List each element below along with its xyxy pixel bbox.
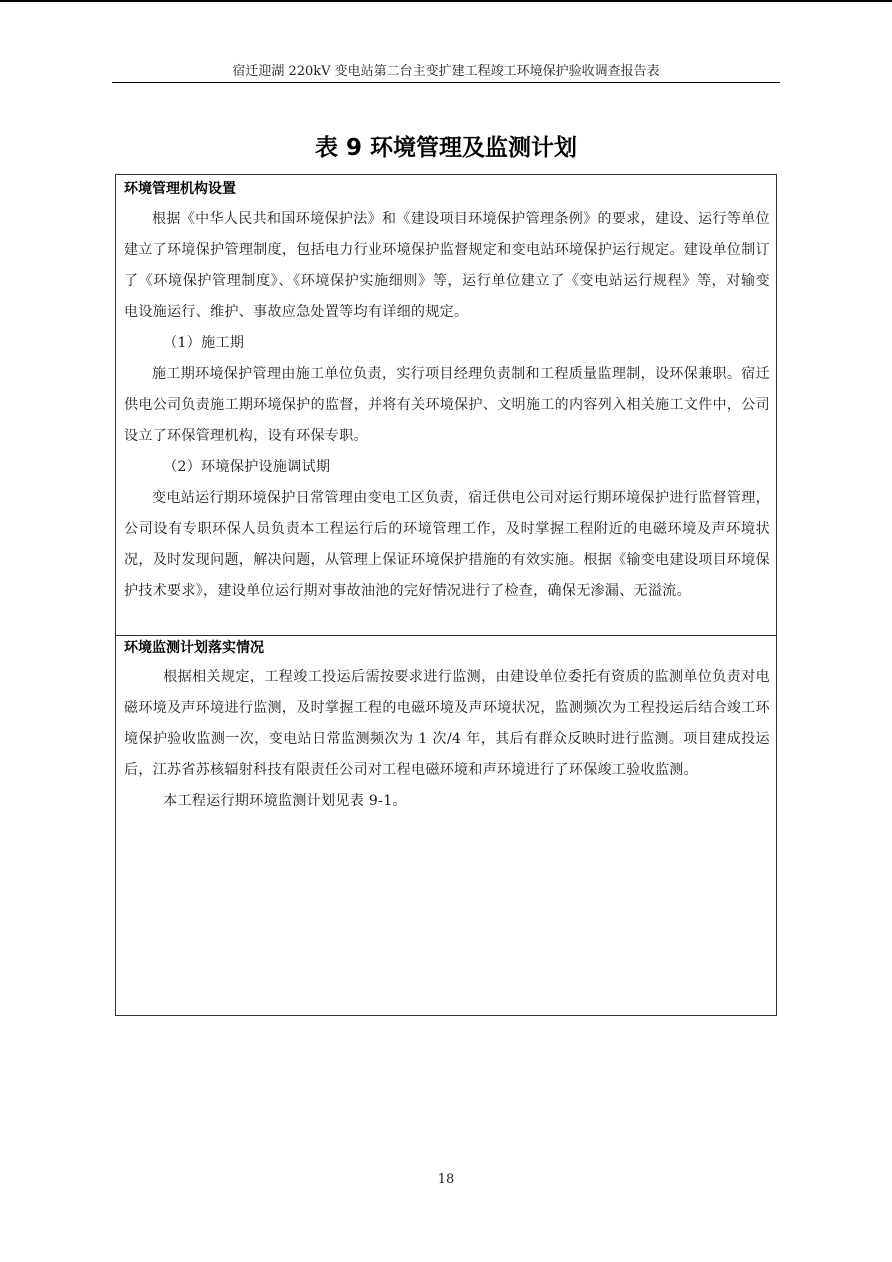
section-body bbox=[124, 662, 770, 817]
paragraph: 根据《中华人民共和国环境保护法》和《建设项目环境保护管理条例》的要求，建设、运行等单位建立了环境保护管理制度，包括电力行业环境保护监督规定和变电站环境保护运行规定。建设单位制订了《环境保护管理制度》、《环境保护实施细则》等，运行单位建立了《变电站运行规程》等，对输变电设施运行、维护、事故应急处置等均有详细的规定。 bbox=[124, 211, 770, 320]
running-header: 宿迁迎湖 220kV 变电站第二台主变扩建工程竣工环境保护验收调查报告表 bbox=[232, 64, 660, 79]
paragraph: 变电站运行期环境保护日常管理由变电工区负责，宿迁供电公司对运行期环境保护进行监督管理，公司设有专职环保人员负责本工程运行后的环境管理工作，及时掌握工程附近的电磁环境及声环境状况，及时发现问题，解决问题，从管理上保证环境保护措施的有效实施。根据《输变电建设项目环境保护技术要求》，建设单位运行期对事故油池的完好情况进行了检查，确保无渗漏、无溢流。 bbox=[124, 490, 770, 599]
page-number: 18 bbox=[437, 1172, 455, 1187]
paragraph: 施工期环境保护管理由施工单位负责，实行项目经理负责制和工程质量监理制，设环保兼职。宿迁供电公司负责施工期环境保护的监督，并将有关环境保护、文明施工的内容列入相关施工文件中，公司设立了环保管理机构，设有环保专职。 bbox=[124, 366, 770, 444]
subheading-construction: （1）施工期 bbox=[163, 335, 245, 351]
paragraph: 本工程运行期环境监测计划见表 9-1。 bbox=[163, 793, 407, 809]
header-rule bbox=[112, 82, 780, 83]
paragraph: 根据相关规定，工程竣工投运后需按要求进行监测，由建设单位委托有资质的监测单位负责对电磁环境及声环境进行监测，及时掌握工程的电磁环境及声环境状况，监测频次为工程投运后结合竣工环境保护验收监测一次，变电站日常监测频次为 1 次/4 年，其后有群众反映时进行监测。项目建成投运后，江苏省苏核辐射科技有限责任公司对工程电磁环境和声环境进行了环保竣工验收监测。 bbox=[124, 669, 770, 778]
section-body bbox=[124, 204, 770, 607]
section-monitoring-plan bbox=[115, 635, 777, 1016]
section-environmental-management bbox=[115, 174, 777, 636]
section-heading: 环境监测计划落实情况 bbox=[124, 640, 264, 656]
page-title: 表 9 环境管理及监测计划 bbox=[314, 135, 578, 161]
top-border-rule bbox=[0, 0, 892, 2]
section-heading: 环境管理机构设置 bbox=[124, 181, 236, 197]
subheading-commissioning: （2）环境保护设施调试期 bbox=[163, 459, 331, 475]
